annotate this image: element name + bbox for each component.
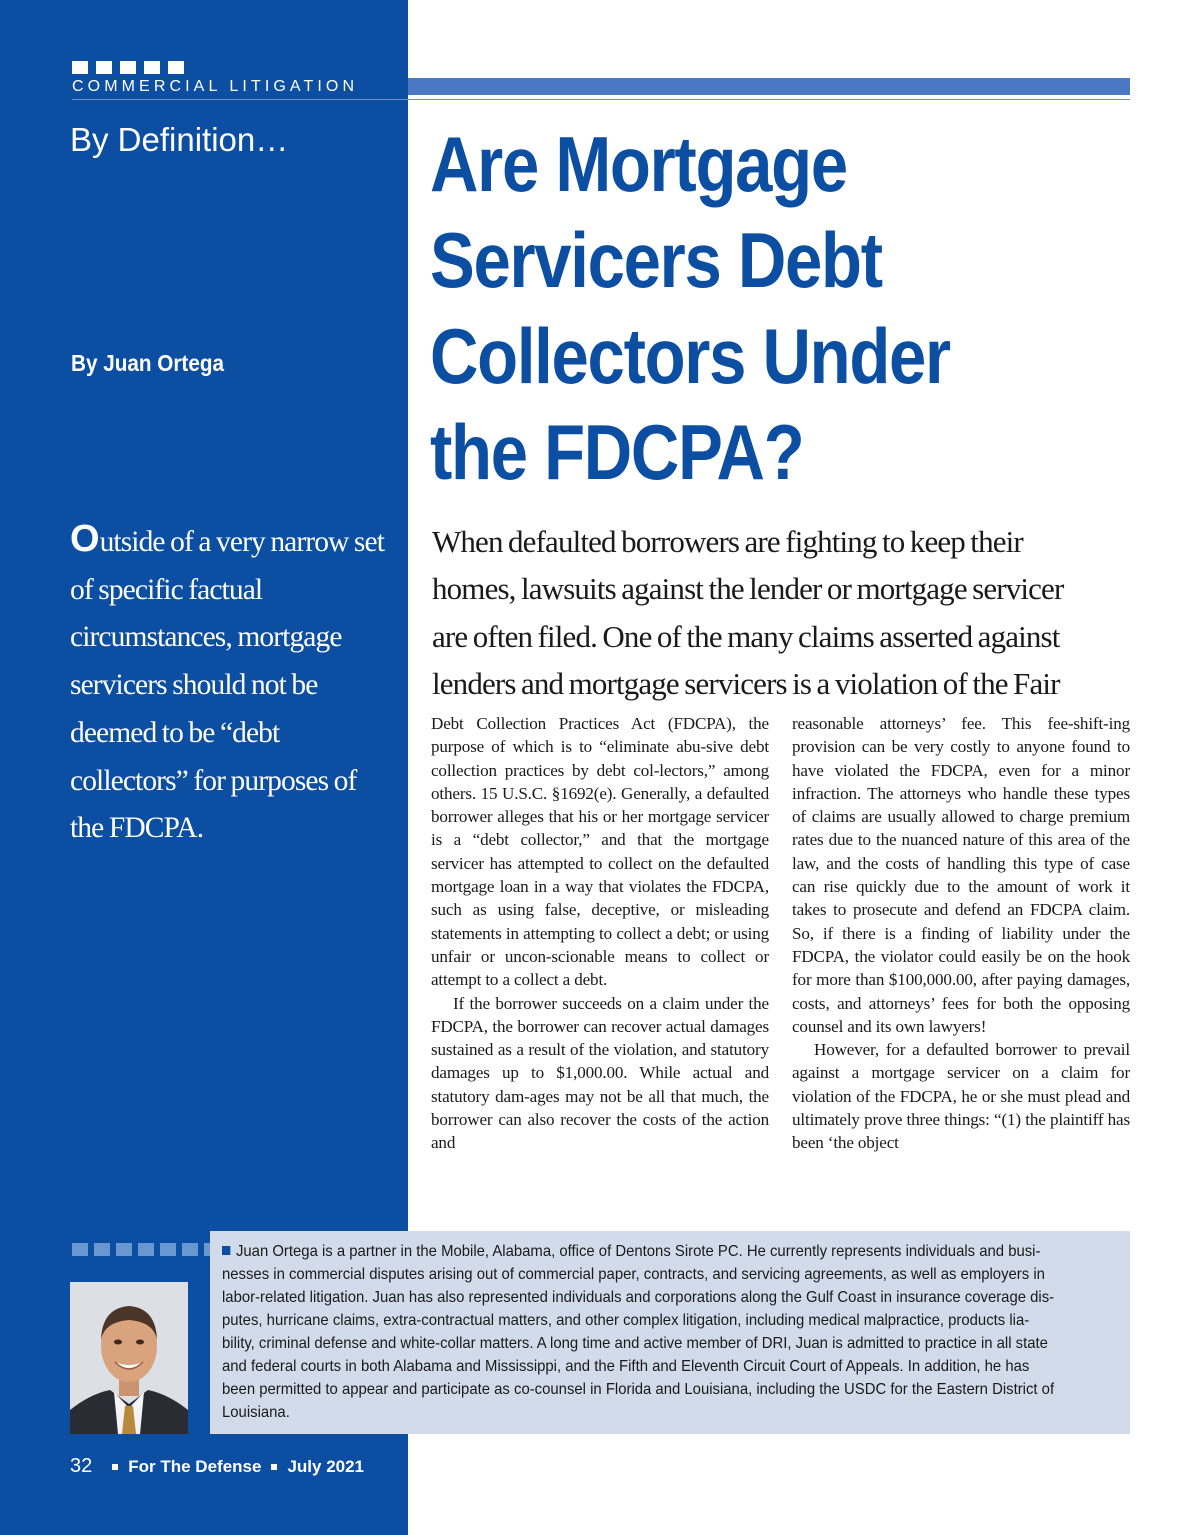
bio-line: labor-related litigation. Juan has also represented individuals and corporations along the Gulf Coast in insurance coverage dis- [222,1289,1055,1306]
page-footer [70,1455,364,1478]
separator-square-icon [271,1464,277,1470]
title-line: Collectors Under [430,312,950,400]
title-line: Are Mortgage [430,120,847,208]
title-line: the FDCPA? [430,408,804,496]
deck-line: are often filed. One of the many claims asserted against [432,618,1060,654]
bio-line: putes, hurricane claims, extra-contractual matters, and other complex litigation, including medical malpractice, products lia- [222,1312,1030,1329]
byline: By Juan Ortega [71,350,224,376]
publication-name: For The Defense [128,1456,262,1476]
section-label: COMMERCIAL LITIGATION [72,78,359,95]
pull-quote [70,516,390,853]
bullet-square-icon [222,1246,230,1255]
decorative-squares [72,61,184,74]
bio-line: Louisiana. [222,1404,290,1421]
body-paragraph: If the borrower succeeds on a claim under the FDCPA, the borrower can recover actual damages sustained as a result of the violation, and statutory damages up to $1,000.00. While actual and statutory dam-ages may not be all that much, the borrower can also recover the costs of the action and [431,993,769,1153]
body-paragraph: Debt Collection Practices Act (FDCPA), the purpose of which is to “eliminate abu-sive debt collection practices by debt col-lectors,” among others. 15 U.S.C. §1692(e). Generally, a defaulted borrower alleges that his or her mortgage servicer is a “debt collector,” and that the mortgage servicer has attempted to collect on the defaulted mortgage loan in a way that violates the FDCPA, such as using false, deceptive, or misleading statements in attempting to collect a debt; or using unfair or uncon-scionable means to collect or attempt to a collect a debt. [431,714,769,990]
author-photo [70,1282,188,1434]
author-bio [222,1240,1055,1424]
bio-line: been permitted to appear and participate as co-counsel in Florida and Louisiana, including the USDC for the Eastern District of [222,1381,1055,1398]
article-deck [432,518,1152,707]
section-header-bar [408,78,1130,95]
body-paragraph: reasonable attorneys’ fee. This fee-shift-ing provision can be very costly to anyone found to have violated the FDCPA, even for a minor infraction. The attorneys who handle these types of claims are usually allowed to charge premium rates due to the nuanced nature of this area of the law, and the costs of handling this type of case can rise quickly due to the amount of work it takes to prosecute and defend an FDCPA claim. So, if there is a finding of liability under the FDCPA, the violator could easily be on the hook for more than $100,000.00, after paying damages, costs, and attorneys’ fees for both the opposing counsel and its own lawyers! [792,714,1130,1036]
bio-decorative-squares [72,1243,220,1256]
deck-line: lenders and mortgage servicers is a violation of the Fair [432,665,1060,701]
section-header-rule [72,99,1130,100]
bio-line: nesses in commercial disputes arising out of commercial paper, contracts, and servicing agreements, as well as employers in [222,1266,1045,1283]
drop-cap: O [70,518,100,560]
body-column-1 [431,712,769,1155]
separator-square-icon [112,1464,118,1470]
bio-line: bility, criminal defense and white-collar matters. A long time and active member of DRI, Juan is admitted to practice in all state [222,1335,1048,1352]
title-line: Servicers Debt [430,216,882,304]
issue-date: July 2021 [287,1456,365,1476]
deck-line: homes, lawsuits against the lender or mortgage servicer [432,571,1064,607]
bio-line: Juan Ortega is a partner in the Mobile, Alabama, office of Dentons Sirote PC. He currently represents individuals and busi- [222,1240,1050,1263]
bio-line: and federal courts in both Alabama and Mississippi, and the Fifth and Eleventh Circuit Court of Appeals. In addition, he has [222,1358,1030,1375]
page-number: 32 [70,1455,93,1477]
body-column-2 [792,712,1130,1155]
deck-line: When defaulted borrowers are fighting to keep their [432,524,1023,559]
kicker: By Definition… [70,121,289,158]
body-paragraph: However, for a defaulted borrower to prevail against a mortgage servicer on a claim for violation of the FDCPA, he or she must plead and ultimately prove three things: “(1) the plaintiff has been ‘the object [792,1040,1130,1153]
article-title [430,116,1066,500]
pull-quote-text: utside of a very narrow set of specific factual circumstances, mortgage servicers should not be deemed to be “debt collectors” for purposes of the FDCPA. [70,526,385,845]
